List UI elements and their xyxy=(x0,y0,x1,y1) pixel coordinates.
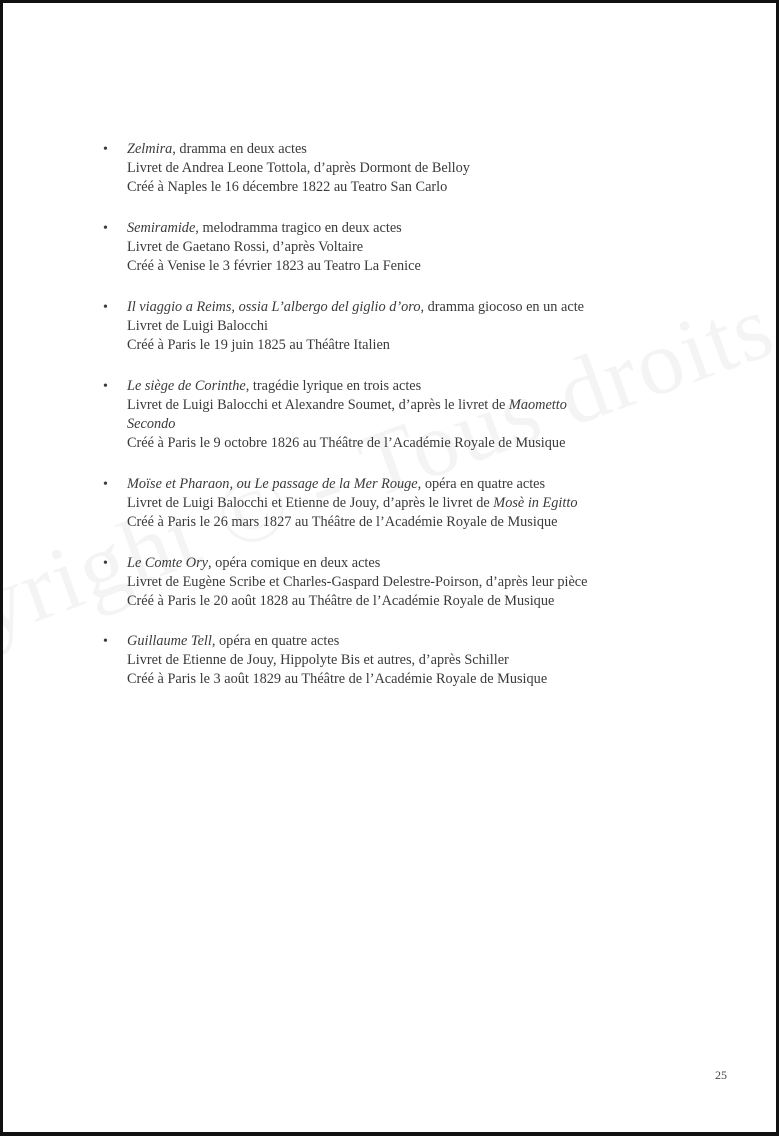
entry-title: Semiramide xyxy=(127,220,196,236)
bullet: • xyxy=(103,477,108,492)
entry-livret: Livret de Andrea Leone Tottola, d’après Dormont de Belloy xyxy=(127,160,470,176)
entry-title-line xyxy=(127,140,687,159)
entry-premiere: Créé à Paris le 9 octobre 1826 au Théâtre de l’Académie Royale de Musique xyxy=(127,435,566,451)
entry-livret-italic: Maometto Secondo xyxy=(127,397,567,432)
page-number: 25 xyxy=(715,1068,727,1082)
bullet: • xyxy=(103,300,108,315)
entry-title-rest: , opéra en quatre actes xyxy=(211,633,340,649)
entry-livret-italic: Mosè in Egitto xyxy=(493,495,578,511)
bullet: • xyxy=(103,221,108,236)
entry-title-rest: , opéra en quatre actes xyxy=(417,476,546,492)
entry-premiere: Créé à Paris le 3 août 1829 au Théâtre de l’Académie Royale de Musique xyxy=(127,671,548,687)
bullet: • xyxy=(103,379,108,394)
entry-title: Il viaggio a Reims, ossia L’albergo del giglio d’oro xyxy=(127,299,421,315)
entry-livret-line xyxy=(127,396,607,434)
entry-title-rest: , opéra comique en deux actes xyxy=(208,555,381,571)
entry-livret-line xyxy=(127,494,687,513)
entry-title-rest: , tragédie lyrique en trois actes xyxy=(245,378,422,394)
entry-premiere: Créé à Paris le 19 juin 1825 au Théâtre Italien xyxy=(127,337,390,353)
entry-title-line xyxy=(127,475,687,494)
entry-title: Zelmira xyxy=(127,141,173,157)
entry-premiere: Créé à Paris le 26 mars 1827 au Théâtre de l’Académie Royale de Musique xyxy=(127,514,558,530)
bullet: • xyxy=(103,634,108,649)
entry-livret: Livret de Gaetano Rossi, d’après Voltaire xyxy=(127,239,364,255)
entry-title-line xyxy=(127,298,687,317)
entry-title-line xyxy=(127,554,687,573)
entry-premiere: Créé à Paris le 20 août 1828 au Théâtre de l’Académie Royale de Musique xyxy=(127,593,555,609)
entry-livret: Livret de Luigi Balocchi xyxy=(127,318,268,334)
entry-livret: Livret de Luigi Balocchi et Alexandre Soumet, d’après le livret de xyxy=(127,397,509,413)
entry-title-line xyxy=(127,377,687,396)
entry-title-rest: , dramma en deux actes xyxy=(172,141,307,157)
entry-title: Le Comte Ory xyxy=(127,555,209,571)
entry-title-line xyxy=(127,632,687,651)
bullet: • xyxy=(103,556,108,571)
entry-title-rest: , melodramma tragico en deux actes xyxy=(195,220,402,236)
entry-livret: Livret de Eugène Scribe et Charles-Gaspard Delestre-Poirson, d’après leur pièce xyxy=(127,574,588,590)
entry-premiere: Créé à Naples le 16 décembre 1822 au Teatro San Carlo xyxy=(127,179,448,195)
entry-title: Le siège de Corinthe xyxy=(127,378,246,394)
bullet: • xyxy=(103,142,108,157)
entry-livret: Livret de Etienne de Jouy, Hippolyte Bis et autres, d’après Schiller xyxy=(127,652,509,668)
entry-title: Guillaume Tell xyxy=(127,633,212,649)
entry-livret: Livret de Luigi Balocchi et Etienne de Jouy, d’après le livret de xyxy=(127,495,494,511)
entry-premiere: Créé à Venise le 3 février 1823 au Teatro La Fenice xyxy=(127,258,421,274)
entry-title-rest: , dramma giocoso en un acte xyxy=(420,299,585,315)
entry-title: Moïse et Pharaon, ou Le passage de la Mer Rouge xyxy=(127,476,418,492)
entry-title-line xyxy=(127,219,687,238)
